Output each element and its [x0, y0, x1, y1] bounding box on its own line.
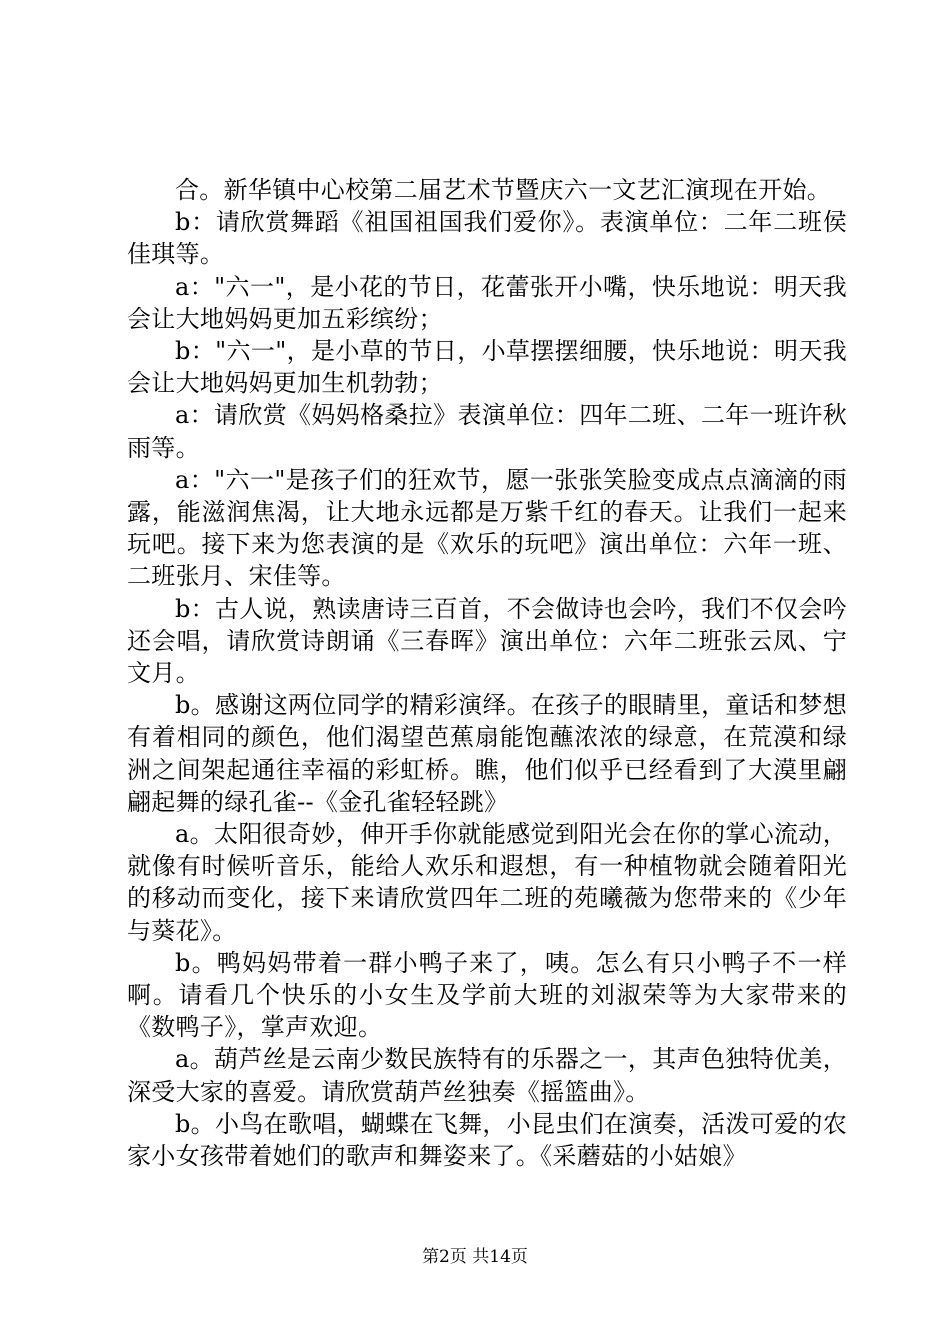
paragraph: a："六一"是孩子们的狂欢节，愿一张张笑脸变成点点滴滴的雨露，能滋润焦渴，让大地永远都是万紫千红的春天。让我们一起来玩吧。接下来为您表演的是《欢乐的玩吧》演出单位：六年一班、二班张月、宋佳等。 — [127, 465, 847, 591]
paragraph: 合。新华镇中心校第二届艺术节暨庆六一文艺汇演现在开始。 — [175, 176, 832, 204]
paragraph: a。葫芦丝是云南少数民族特有的乐器之一，其声色独特优美，深受大家的喜爱。请欣赏葫芦丝独奏《摇篮曲》。 — [127, 1045, 847, 1106]
paragraph: b：古人说，熟读唐诗三百首，不会做诗也会吟，我们不仅会吟还会唱，请欣赏诗朗诵《三春晖》演出单位：六年二班张云凤、宁文月。 — [127, 594, 847, 688]
paragraph: b。感谢这两位同学的精彩演绎。在孩子的眼睛里，童话和梦想有着相同的颜色，他们渴望芭蕉扇能饱蘸浓浓的绿意，在荒漠和绿洲之间架起通往幸福的彩虹桥。瞧，他们似乎已经看到了大漠里翩翩起舞的绿孔雀--《金孔雀轻轻跳》 — [127, 691, 847, 816]
paragraph: b："六一"，是小草的节日，小草摆摆细腰，快乐地说：明天我会让大地妈妈更加生机勃勃； — [127, 337, 847, 398]
paragraph: b。鸭妈妈带着一群小鸭子来了，咦。怎么有只小鸭子不一样啊。请看几个快乐的小女生及学前大班的刘淑荣等为大家带来的《数鸭子》，掌声欢迎。 — [127, 948, 847, 1042]
document-body — [127, 174, 847, 1172]
paragraph: a：请欣赏《妈妈格桑拉》表演单位：四年二班、二年一班许秋雨等。 — [127, 401, 847, 462]
paragraph: a："六一"，是小花的节日，花蕾张开小嘴，快乐地说：明天我会让大地妈妈更加五彩缤纷； — [127, 272, 847, 333]
page-footer — [0, 1242, 950, 1267]
paragraph: b。小鸟在歌唱，蝴蝶在飞舞，小昆虫们在演奏，活泼可爱的农家小女孩带着她们的歌声和舞姿来了。《采蘑菇的小姑娘》 — [127, 1109, 847, 1171]
page-indicator: 第2页 共14页 — [422, 1247, 528, 1267]
paragraph: b：请欣赏舞蹈《祖国祖国我们爱你》。表演单位：二年二班侯佳琪等。 — [127, 208, 847, 269]
paragraph: a。太阳很奇妙，伸开手你就能感觉到阳光会在你的掌心流动，就像有时候听音乐，能给人欢乐和遐想，有一种植物就会随着阳光的移动而变化，接下来请欣赏四年二班的苑曦薇为您带来的《少年与葵花》。 — [127, 820, 847, 945]
